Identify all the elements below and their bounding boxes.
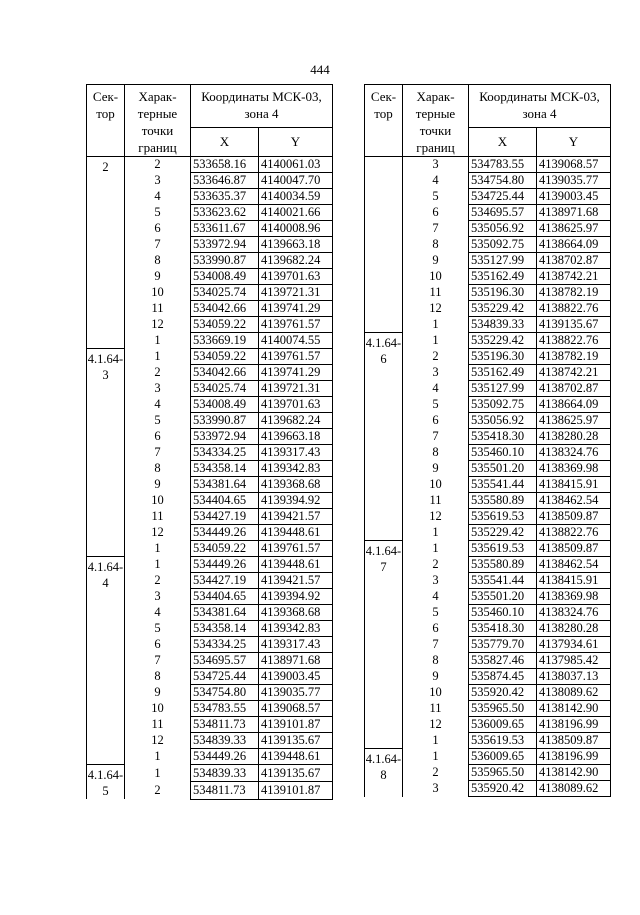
point-cell: 3 (403, 573, 469, 589)
x-cell: 534839.33 (191, 733, 259, 749)
x-cell: 535460.10 (469, 445, 537, 461)
x-cell: 534449.26 (191, 749, 259, 765)
y-cell: 4139448.61 (259, 525, 333, 541)
x-cell: 535501.20 (469, 461, 537, 477)
y-cell: 4139761.57 (259, 317, 333, 333)
y-cell: 4138625.97 (537, 413, 611, 429)
y-cell: 4138196.99 (537, 717, 611, 733)
header-coordinates: Координаты МСК-03, зона 4 (469, 85, 611, 128)
y-cell: 4139342.83 (259, 621, 333, 637)
y-cell: 4138822.76 (537, 301, 611, 317)
x-cell: 534725.44 (469, 189, 537, 205)
y-cell: 4139068.57 (259, 701, 333, 717)
x-cell: 534427.19 (191, 509, 259, 525)
point-cell: 7 (403, 637, 469, 653)
point-cell: 6 (403, 205, 469, 221)
x-cell: 535541.44 (469, 477, 537, 493)
y-cell: 4139701.63 (259, 397, 333, 413)
x-cell: 535827.46 (469, 653, 537, 669)
point-cell: 7 (125, 237, 191, 253)
y-cell: 4139761.57 (259, 541, 333, 557)
x-cell: 534427.19 (191, 573, 259, 589)
header-sector: Сек-тор (365, 85, 403, 157)
x-cell: 535196.30 (469, 349, 537, 365)
y-cell: 4139317.43 (259, 445, 333, 461)
point-cell: 8 (125, 669, 191, 685)
x-cell: 533972.94 (191, 237, 259, 253)
x-cell: 534358.14 (191, 621, 259, 637)
y-cell: 4138702.87 (537, 253, 611, 269)
sector-cell: 4.1.64-6 (365, 333, 403, 541)
x-cell: 535418.30 (469, 429, 537, 445)
point-cell: 4 (403, 589, 469, 605)
x-cell: 534025.74 (191, 381, 259, 397)
point-cell: 3 (125, 589, 191, 605)
x-cell: 536009.65 (469, 749, 537, 765)
x-cell: 534839.33 (191, 765, 259, 782)
y-cell: 4138280.28 (537, 621, 611, 637)
x-cell: 535092.75 (469, 397, 537, 413)
x-cell: 535162.49 (469, 365, 537, 381)
point-cell: 4 (125, 605, 191, 621)
y-cell: 4140074.55 (259, 333, 333, 349)
x-cell: 535229.42 (469, 301, 537, 317)
x-cell: 535779.70 (469, 637, 537, 653)
y-cell: 4138089.62 (537, 781, 611, 797)
y-cell: 4139068.57 (537, 157, 611, 173)
x-cell: 535541.44 (469, 573, 537, 589)
x-cell: 534334.25 (191, 445, 259, 461)
point-cell: 11 (125, 509, 191, 525)
point-cell: 12 (125, 525, 191, 541)
point-cell: 1 (125, 557, 191, 573)
x-cell: 534025.74 (191, 285, 259, 301)
point-cell: 12 (403, 509, 469, 525)
point-cell: 4 (125, 397, 191, 413)
x-cell: 535619.53 (469, 541, 537, 557)
header-y: Y (537, 127, 611, 156)
point-cell: 3 (125, 381, 191, 397)
y-cell: 4138415.91 (537, 477, 611, 493)
header-sector: Сек-тор (87, 85, 125, 157)
x-cell: 535965.50 (469, 765, 537, 781)
point-cell: 8 (403, 653, 469, 669)
x-cell: 535056.92 (469, 413, 537, 429)
y-cell: 4140021.66 (259, 205, 333, 221)
x-cell: 535580.89 (469, 557, 537, 573)
point-cell: 10 (125, 701, 191, 717)
y-cell: 4138702.87 (537, 381, 611, 397)
point-cell: 7 (125, 445, 191, 461)
x-cell: 535580.89 (469, 493, 537, 509)
x-cell: 535460.10 (469, 605, 537, 621)
x-cell: 533658.16 (191, 157, 259, 173)
sector-cell: 4.1.64-3 (87, 349, 125, 557)
header-coordinates: Координаты МСК-03, зона 4 (191, 85, 333, 128)
y-cell: 4137934.61 (537, 637, 611, 653)
point-cell: 8 (403, 445, 469, 461)
y-cell: 4138462.54 (537, 493, 611, 509)
point-cell: 5 (403, 605, 469, 621)
y-cell: 4139421.57 (259, 509, 333, 525)
y-cell: 4139448.61 (259, 749, 333, 765)
y-cell: 4139663.18 (259, 429, 333, 445)
x-cell: 535229.42 (469, 525, 537, 541)
x-cell: 535501.20 (469, 589, 537, 605)
point-cell: 1 (125, 541, 191, 557)
point-cell: 6 (125, 221, 191, 237)
table-body-left (87, 157, 333, 800)
point-cell: 6 (125, 637, 191, 653)
x-cell: 534404.65 (191, 589, 259, 605)
y-cell: 4138037.13 (537, 669, 611, 685)
table-row (365, 541, 611, 557)
x-cell: 535965.50 (469, 701, 537, 717)
x-cell: 535418.30 (469, 621, 537, 637)
x-cell: 534811.73 (191, 782, 259, 799)
x-cell: 535229.42 (469, 333, 537, 349)
point-cell: 11 (403, 493, 469, 509)
x-cell: 534358.14 (191, 461, 259, 477)
table-body-right (365, 157, 611, 797)
point-cell: 9 (125, 269, 191, 285)
y-cell: 4140047.70 (259, 173, 333, 189)
point-cell: 4 (125, 189, 191, 205)
x-cell: 534754.80 (191, 685, 259, 701)
x-cell: 535196.30 (469, 285, 537, 301)
y-cell: 4138089.62 (537, 685, 611, 701)
y-cell: 4138971.68 (259, 653, 333, 669)
y-cell: 4138324.76 (537, 605, 611, 621)
y-cell: 4140061.03 (259, 157, 333, 173)
point-cell: 11 (403, 701, 469, 717)
point-cell: 12 (125, 733, 191, 749)
x-cell: 534059.22 (191, 317, 259, 333)
y-cell: 4137985.42 (537, 653, 611, 669)
y-cell: 4139317.43 (259, 637, 333, 653)
y-cell: 4138822.76 (537, 525, 611, 541)
point-cell: 1 (403, 541, 469, 557)
coordinates-table-left (86, 84, 333, 800)
point-cell: 1 (403, 733, 469, 749)
x-cell: 535127.99 (469, 381, 537, 397)
point-cell: 6 (125, 429, 191, 445)
y-cell: 4139682.24 (259, 413, 333, 429)
y-cell: 4138625.97 (537, 221, 611, 237)
x-cell: 534783.55 (191, 701, 259, 717)
y-cell: 4138509.87 (537, 509, 611, 525)
x-cell: 533990.87 (191, 413, 259, 429)
x-cell: 535127.99 (469, 253, 537, 269)
table-row (87, 557, 333, 573)
x-cell: 534404.65 (191, 493, 259, 509)
point-cell: 10 (403, 477, 469, 493)
x-cell: 534725.44 (191, 669, 259, 685)
x-cell: 534381.64 (191, 477, 259, 493)
point-cell: 5 (125, 205, 191, 221)
x-cell: 535056.92 (469, 221, 537, 237)
sector-cell: 4.1.64-5 (87, 765, 125, 800)
y-cell: 4139342.83 (259, 461, 333, 477)
x-cell: 533972.94 (191, 429, 259, 445)
x-cell: 534449.26 (191, 525, 259, 541)
point-cell: 1 (125, 333, 191, 349)
x-cell: 533990.87 (191, 253, 259, 269)
page-number: 444 (310, 62, 330, 77)
point-cell: 1 (125, 749, 191, 765)
point-cell: 2 (125, 573, 191, 589)
x-cell: 535619.53 (469, 733, 537, 749)
y-cell: 4140034.59 (259, 189, 333, 205)
point-cell: 12 (403, 717, 469, 733)
y-cell: 4138509.87 (537, 541, 611, 557)
y-cell: 4139682.24 (259, 253, 333, 269)
y-cell: 4139368.68 (259, 477, 333, 493)
sector-cell: 4.1.64-8 (365, 749, 403, 797)
x-cell: 534381.64 (191, 605, 259, 621)
y-cell: 4138142.90 (537, 765, 611, 781)
y-cell: 4138280.28 (537, 429, 611, 445)
y-cell: 4138742.21 (537, 269, 611, 285)
x-cell: 535162.49 (469, 269, 537, 285)
y-cell: 4138664.09 (537, 237, 611, 253)
point-cell: 8 (403, 237, 469, 253)
point-cell: 10 (125, 493, 191, 509)
x-cell: 534695.57 (469, 205, 537, 221)
y-cell: 4139721.31 (259, 381, 333, 397)
y-cell: 4139003.45 (259, 669, 333, 685)
y-cell: 4139701.63 (259, 269, 333, 285)
x-cell: 534042.66 (191, 365, 259, 381)
point-cell: 12 (403, 301, 469, 317)
header-points: Харак-терные точки границ (403, 85, 469, 157)
point-cell: 3 (125, 173, 191, 189)
point-cell: 5 (125, 413, 191, 429)
x-cell: 536009.65 (469, 717, 537, 733)
x-cell: 535092.75 (469, 237, 537, 253)
point-cell: 1 (125, 765, 191, 782)
point-cell: 7 (125, 653, 191, 669)
point-cell: 9 (403, 461, 469, 477)
x-cell: 534839.33 (469, 317, 537, 333)
point-cell: 10 (125, 285, 191, 301)
y-cell: 4139663.18 (259, 237, 333, 253)
point-cell: 5 (125, 621, 191, 637)
x-cell: 533611.67 (191, 221, 259, 237)
y-cell: 4139448.61 (259, 557, 333, 573)
y-cell: 4138196.99 (537, 749, 611, 765)
y-cell: 4139035.77 (537, 173, 611, 189)
x-cell: 533623.62 (191, 205, 259, 221)
y-cell: 4139135.67 (259, 765, 333, 782)
header-y: Y (259, 127, 333, 156)
point-cell: 9 (125, 685, 191, 701)
sector-cell: 4.1.64-4 (87, 557, 125, 765)
point-cell: 5 (403, 397, 469, 413)
y-cell: 4139741.29 (259, 301, 333, 317)
point-cell: 11 (403, 285, 469, 301)
y-cell: 4139135.67 (537, 317, 611, 333)
x-cell: 534042.66 (191, 301, 259, 317)
y-cell: 4139101.87 (259, 782, 333, 799)
y-cell: 4138142.90 (537, 701, 611, 717)
y-cell: 4139741.29 (259, 365, 333, 381)
x-cell: 534334.25 (191, 637, 259, 653)
x-cell: 534008.49 (191, 397, 259, 413)
point-cell: 6 (403, 413, 469, 429)
header-x: X (469, 127, 537, 156)
x-cell: 533669.19 (191, 333, 259, 349)
point-cell: 9 (403, 253, 469, 269)
y-cell: 4138509.87 (537, 733, 611, 749)
point-cell: 2 (125, 782, 191, 799)
y-cell: 4138971.68 (537, 205, 611, 221)
y-cell: 4138324.76 (537, 445, 611, 461)
point-cell: 8 (125, 461, 191, 477)
y-cell: 4139421.57 (259, 573, 333, 589)
point-cell: 3 (403, 157, 469, 173)
table-row (365, 333, 611, 349)
table-row (365, 157, 611, 173)
sector-cell: 4.1.64-7 (365, 541, 403, 749)
y-cell: 4138415.91 (537, 573, 611, 589)
header-points: Харак-терные точки границ (125, 85, 191, 157)
point-cell: 6 (403, 621, 469, 637)
point-cell: 8 (125, 253, 191, 269)
point-cell: 7 (403, 221, 469, 237)
point-cell: 2 (403, 557, 469, 573)
point-cell: 2 (125, 365, 191, 381)
y-cell: 4138664.09 (537, 397, 611, 413)
y-cell: 4139035.77 (259, 685, 333, 701)
x-cell: 535874.45 (469, 669, 537, 685)
x-cell: 533635.37 (191, 189, 259, 205)
point-cell: 7 (403, 429, 469, 445)
y-cell: 4139003.45 (537, 189, 611, 205)
x-cell: 534059.22 (191, 349, 259, 365)
y-cell: 4139721.31 (259, 285, 333, 301)
point-cell: 1 (125, 349, 191, 365)
point-cell: 5 (403, 189, 469, 205)
point-cell: 4 (403, 173, 469, 189)
point-cell: 2 (403, 349, 469, 365)
x-cell: 534008.49 (191, 269, 259, 285)
x-cell: 535920.42 (469, 685, 537, 701)
point-cell: 1 (403, 333, 469, 349)
x-cell: 535920.42 (469, 781, 537, 797)
y-cell: 4138369.98 (537, 589, 611, 605)
y-cell: 4138782.19 (537, 349, 611, 365)
y-cell: 4138822.76 (537, 333, 611, 349)
table-row (87, 765, 333, 782)
x-cell: 534695.57 (191, 653, 259, 669)
table-row (365, 749, 611, 765)
y-cell: 4138369.98 (537, 461, 611, 477)
point-cell: 1 (403, 749, 469, 765)
x-cell: 534783.55 (469, 157, 537, 173)
point-cell: 4 (403, 381, 469, 397)
point-cell: 2 (403, 765, 469, 781)
y-cell: 4139368.68 (259, 605, 333, 621)
point-cell: 3 (403, 365, 469, 381)
y-cell: 4139101.87 (259, 717, 333, 733)
x-cell: 534811.73 (191, 717, 259, 733)
x-cell: 533646.87 (191, 173, 259, 189)
x-cell: 534754.80 (469, 173, 537, 189)
table-row (87, 349, 333, 365)
x-cell: 534059.22 (191, 541, 259, 557)
y-cell: 4139135.67 (259, 733, 333, 749)
point-cell: 1 (403, 525, 469, 541)
y-cell: 4138742.21 (537, 365, 611, 381)
point-cell: 1 (403, 317, 469, 333)
point-cell: 9 (403, 669, 469, 685)
sector-cell: 2 (87, 157, 125, 349)
coordinates-table-right (364, 84, 611, 797)
y-cell: 4138462.54 (537, 557, 611, 573)
point-cell: 2 (125, 157, 191, 173)
y-cell: 4139394.92 (259, 589, 333, 605)
y-cell: 4138782.19 (537, 285, 611, 301)
sector-cell (365, 157, 403, 333)
point-cell: 10 (403, 685, 469, 701)
y-cell: 4139761.57 (259, 349, 333, 365)
point-cell: 9 (125, 477, 191, 493)
point-cell: 12 (125, 317, 191, 333)
header-x: X (191, 127, 259, 156)
x-cell: 535619.53 (469, 509, 537, 525)
point-cell: 3 (403, 781, 469, 797)
y-cell: 4140008.96 (259, 221, 333, 237)
x-cell: 534449.26 (191, 557, 259, 573)
point-cell: 10 (403, 269, 469, 285)
table-row (87, 157, 333, 173)
point-cell: 11 (125, 717, 191, 733)
y-cell: 4139394.92 (259, 493, 333, 509)
point-cell: 11 (125, 301, 191, 317)
